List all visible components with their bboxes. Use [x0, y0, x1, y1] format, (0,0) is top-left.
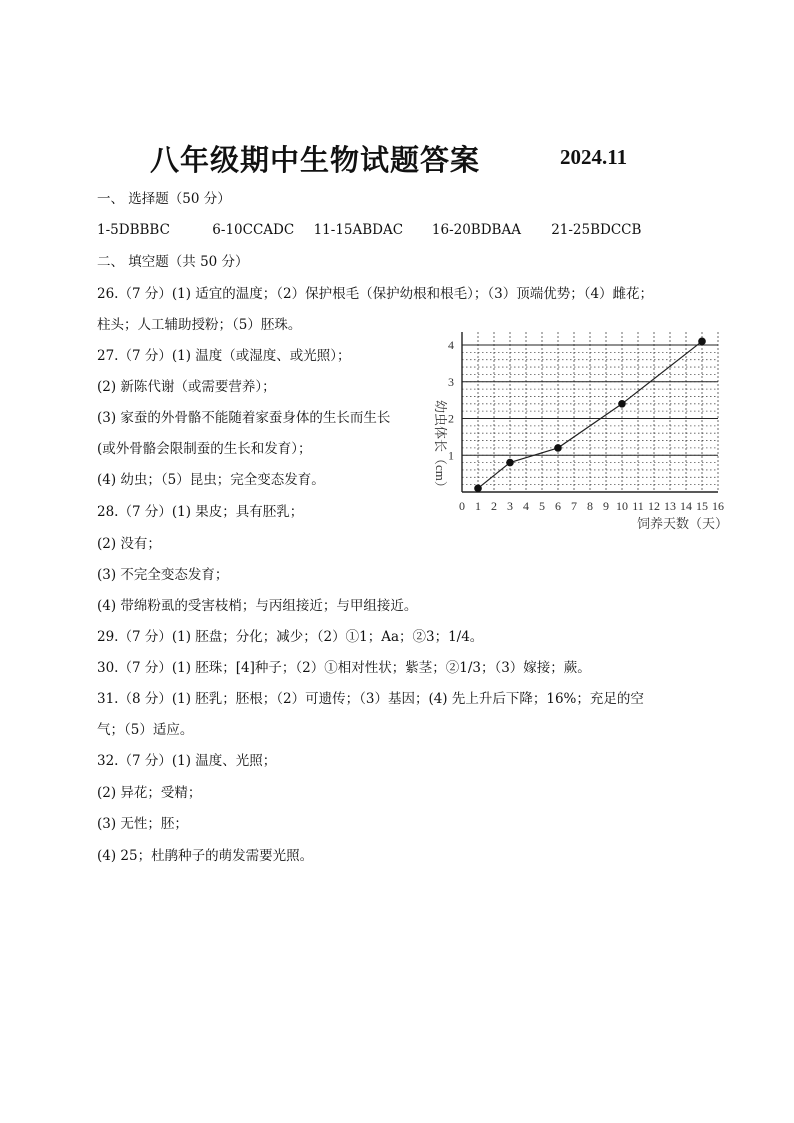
- page-title: 八年级期中生物试题答案: [150, 143, 481, 177]
- answer-line-27c: (3) 家蚕的外骨骼不能随着家蚕身体的生长而生长: [97, 410, 391, 426]
- answer-line-29: 29.（7 分）(1) 胚盘；分化；减少；（2）①1；Aa；②3；1/4。: [97, 629, 484, 645]
- data-point: [698, 338, 706, 346]
- larva-growth-chart: [420, 320, 730, 540]
- answer-line-27d: (或外骨骼会限制蚕的生长和发育）；: [97, 441, 312, 457]
- data-point: [618, 400, 626, 408]
- answer-group: 11-15ABDAC: [313, 222, 404, 238]
- x-tick-label: 1: [475, 499, 481, 513]
- answer-line-27e: (4) 幼虫；（5）昆虫；完全变态发育。: [97, 472, 325, 488]
- x-tick-label: 16: [712, 499, 724, 513]
- answer-line-27a: 27.（7 分）(1) 温度（或湿度、或光照）；: [97, 348, 351, 364]
- y-tick-label: 3: [448, 374, 454, 389]
- x-tick-label: 14: [680, 499, 692, 513]
- answer-line-28a: 28.（7 分）(1) 果皮；具有胚乳；: [97, 504, 304, 520]
- answer-line-30: 30.（7 分）(1) 胚珠；[4]种子；（2）①相对性状；紫茎；②1/3；（3）嫁接；蕨。: [97, 660, 591, 676]
- answer-line-27b: (2) 新陈代谢（或需要营养）；: [97, 379, 276, 395]
- y-tick-label: 4: [448, 338, 454, 352]
- y-tick-label: 2: [448, 411, 454, 426]
- x-tick-label: 15: [696, 499, 708, 513]
- answer-line-28d: (4) 带绵粉虱的受害枝梢；与丙组接近；与甲组接近。: [97, 598, 418, 614]
- answer-line-32d: (4) 25；杜鹃种子的萌发需要光照。: [97, 848, 314, 864]
- series-line: [478, 341, 702, 488]
- choice-answers: [97, 221, 641, 239]
- x-tick-label: 2: [491, 499, 497, 513]
- x-tick-label: 9: [603, 499, 609, 513]
- answer-line-32a: 32.（7 分）(1) 温度、光照；: [97, 753, 277, 769]
- x-tick-label: 12: [648, 499, 660, 513]
- x-tick-label: 13: [664, 499, 676, 513]
- data-point: [554, 444, 562, 452]
- data-point: [506, 459, 514, 467]
- fill-heading: 二、 填空题（共 50 分）: [97, 254, 249, 270]
- x-tick-label: 8: [587, 499, 593, 513]
- answer-group: 21-25BDCCB: [551, 222, 642, 238]
- answer-line-31b: 气；（5）适应。: [97, 722, 194, 738]
- answer-group: 16-20BDBAA: [431, 222, 521, 238]
- x-tick-label: 3: [507, 499, 513, 513]
- x-tick-label: 4: [523, 499, 529, 513]
- x-tick-label: 7: [571, 499, 577, 513]
- answer-line-28b: (2) 没有；: [97, 536, 161, 552]
- answer-line-26b: 柱头；人工辅助授粉；（5）胚珠。: [97, 317, 302, 333]
- choice-heading: 一、 选择题（50 分）: [97, 191, 231, 207]
- x-tick-label: 11: [632, 499, 644, 513]
- answer-group: 1-5DBBBC: [97, 222, 170, 238]
- x-axis-label: 饲养天数（天）: [637, 516, 729, 531]
- data-point: [474, 485, 482, 493]
- y-axis-label: 幼虫体长（cm）: [433, 400, 448, 494]
- x-tick-label: 0: [459, 499, 465, 513]
- x-tick-label: 10: [616, 499, 628, 513]
- x-tick-label: 6: [555, 499, 561, 513]
- answer-line-32b: (2) 异花；受精；: [97, 785, 202, 801]
- answer-line-32c: (3) 无性；胚；: [97, 816, 188, 832]
- y-tick-label: 1: [448, 448, 454, 463]
- x-tick-label: 5: [539, 499, 545, 513]
- answer-line-31a: 31.（8 分）(1) 胚乳；胚根；（2）可遗传；（3）基因；(4) 先上升后下降；16%；充足的空: [97, 691, 644, 707]
- answer-line-26a: 26.（7 分）(1) 适宜的温度；（2）保护根毛（保护幼根和根毛）；（3）顶端优势；（4）雌花；: [97, 286, 654, 302]
- answer-group: 6-10CCADC: [212, 222, 295, 238]
- answer-line-28c: (3) 不完全变态发育；: [97, 567, 229, 583]
- exam-date: 2024.11: [560, 145, 628, 169]
